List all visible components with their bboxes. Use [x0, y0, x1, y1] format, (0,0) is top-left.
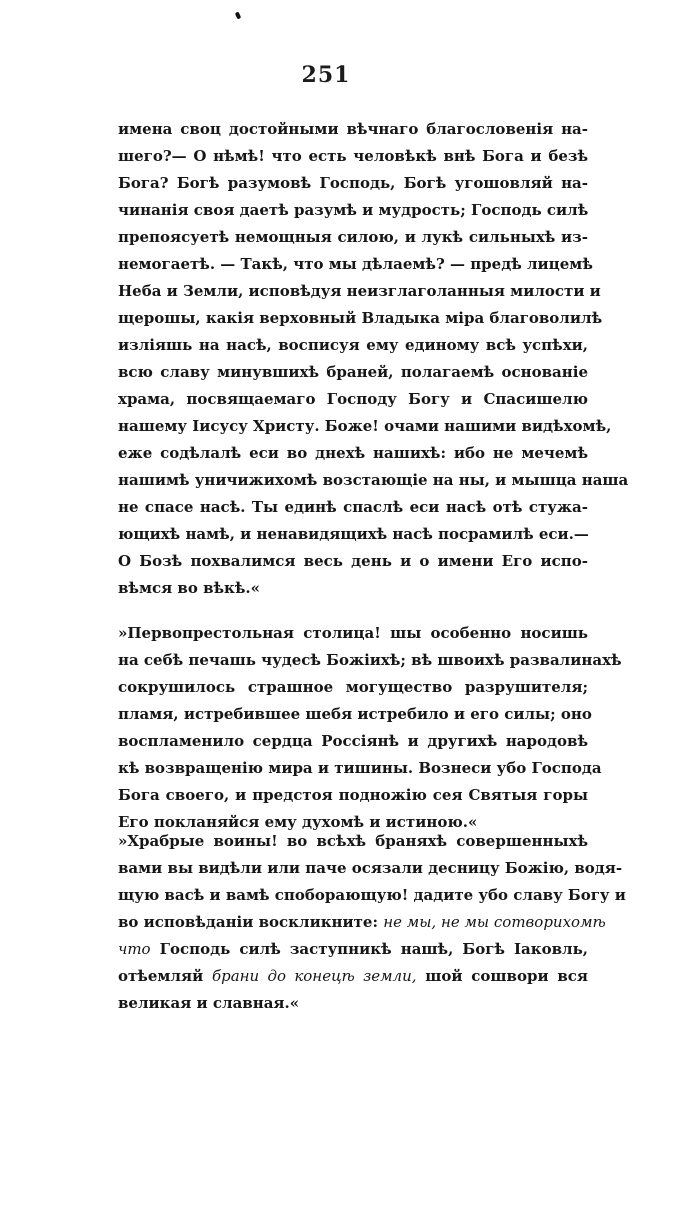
text-line: »Храбрые воины! во всѣхѣ браняхѣ совершенныхѣ — [118, 832, 588, 850]
text-segment: Господь силѣ заступникѣ нашѣ, Богѣ Іаковль, — [159, 940, 588, 958]
text-line: храма, посвящаемаго Господу Богу и Спасишелю — [118, 390, 588, 408]
text-line: пламя, истребившее шебя истребило и его силы; оно — [118, 705, 592, 723]
text-line-mixed — [118, 936, 588, 963]
paragraph-3 — [118, 828, 626, 1017]
text-line: Бога своего, и предстоя подножію сея Святыя горы — [118, 786, 588, 804]
text-segment — [151, 940, 160, 958]
text-line: еже содѣлалѣ еси во днехѣ нашихѣ: ибо не мечемѣ — [118, 444, 588, 462]
text-line: Его покланяйся ему духомѣ и истиною.« — [118, 813, 478, 831]
text-line: вѣмся во вѣкѣ.« — [118, 579, 261, 597]
text-line: всю славу минувшихѣ браней, полагаемѣ основаніе — [118, 363, 588, 381]
text-line: воспламенило сердца Россіянѣ и другихѣ народовѣ — [118, 732, 588, 750]
text-line: чинанія своя даетѣ разумѣ и мудрость; Господь силѣ — [118, 201, 589, 219]
text-segment: во исповѣданіи воскликните: — [118, 913, 384, 931]
text-line: щую васѣ и вамѣ споборающую! дадите убо славу Богу и — [118, 886, 626, 904]
text-segment: отѣемляй — [118, 967, 212, 985]
text-line-mixed — [118, 909, 606, 936]
text-line: вами вы видѣли или паче осязали десницу Божію, водя- — [118, 859, 623, 877]
text-line: Неба и Земли, исповѣдуя неизглаголанныя милости и — [118, 282, 601, 300]
italic-phrase: не мы, не мы сотворихомѣ — [383, 913, 606, 931]
text-line-mixed — [118, 963, 588, 990]
text-line: великая и славная.« — [118, 994, 300, 1012]
text-line: препоясуетѣ немощныя силою, и лукѣ сильныхѣ из- — [118, 228, 588, 246]
text-line: ющихѣ намѣ, и ненавидящихѣ насѣ посрамилѣ еси.— — [118, 525, 589, 543]
ink-speck — [235, 11, 242, 19]
text-line: имена своц достойными вѣчнаго благословенія на- — [118, 120, 588, 138]
text-line: шего?— О нѣмѣ! что есть человѣкѣ внѣ Бога и безѣ — [118, 147, 588, 165]
paragraph-1 — [118, 116, 629, 602]
text-line: сокрушилось страшное могущество разрушителя; — [118, 678, 588, 696]
italic-phrase: что — [118, 940, 151, 958]
text-line: кѣ возвращенію мира и тишины. Вознеси убо Господа — [118, 759, 602, 777]
paragraph-2 — [118, 620, 622, 836]
text-line: О Бозѣ похвалимся весь день и о имени Его испо- — [118, 552, 588, 570]
text-line: немогаетѣ. — Такѣ, что мы дѣлаемѣ? — предѣ лицемѣ — [118, 255, 593, 273]
text-line: нашему Іисусу Христу. Боже! очами нашими видѣхомѣ, — [118, 417, 612, 435]
text-line: нашимѣ уничижихомѣ возстающіе на ны, и мышца наша — [118, 471, 629, 489]
text-line: на себѣ печашь чудесѣ Божіихѣ; вѣ швоихѣ развалинахѣ — [118, 651, 622, 669]
italic-phrase: брани до конецѣ земли, — [211, 967, 417, 985]
text-line: »Первопрестольная столица! шы особенно носишь — [118, 624, 588, 642]
text-line: изліяшь на насѣ, восписуя ему единому всѣ успѣхи, — [118, 336, 588, 354]
text-line: не спасе насѣ. Ты единѣ спаслѣ еси насѣ отѣ стужа- — [118, 498, 588, 516]
text-segment: шой сошвори вся — [416, 967, 588, 985]
page-number: 251 — [301, 62, 351, 88]
text-line: щерошы, какія верховный Владыка міра благоволилѣ — [118, 309, 603, 327]
text-line: Бога? Богѣ разумовѣ Господь, Богѣ угошовляй на- — [118, 174, 588, 192]
